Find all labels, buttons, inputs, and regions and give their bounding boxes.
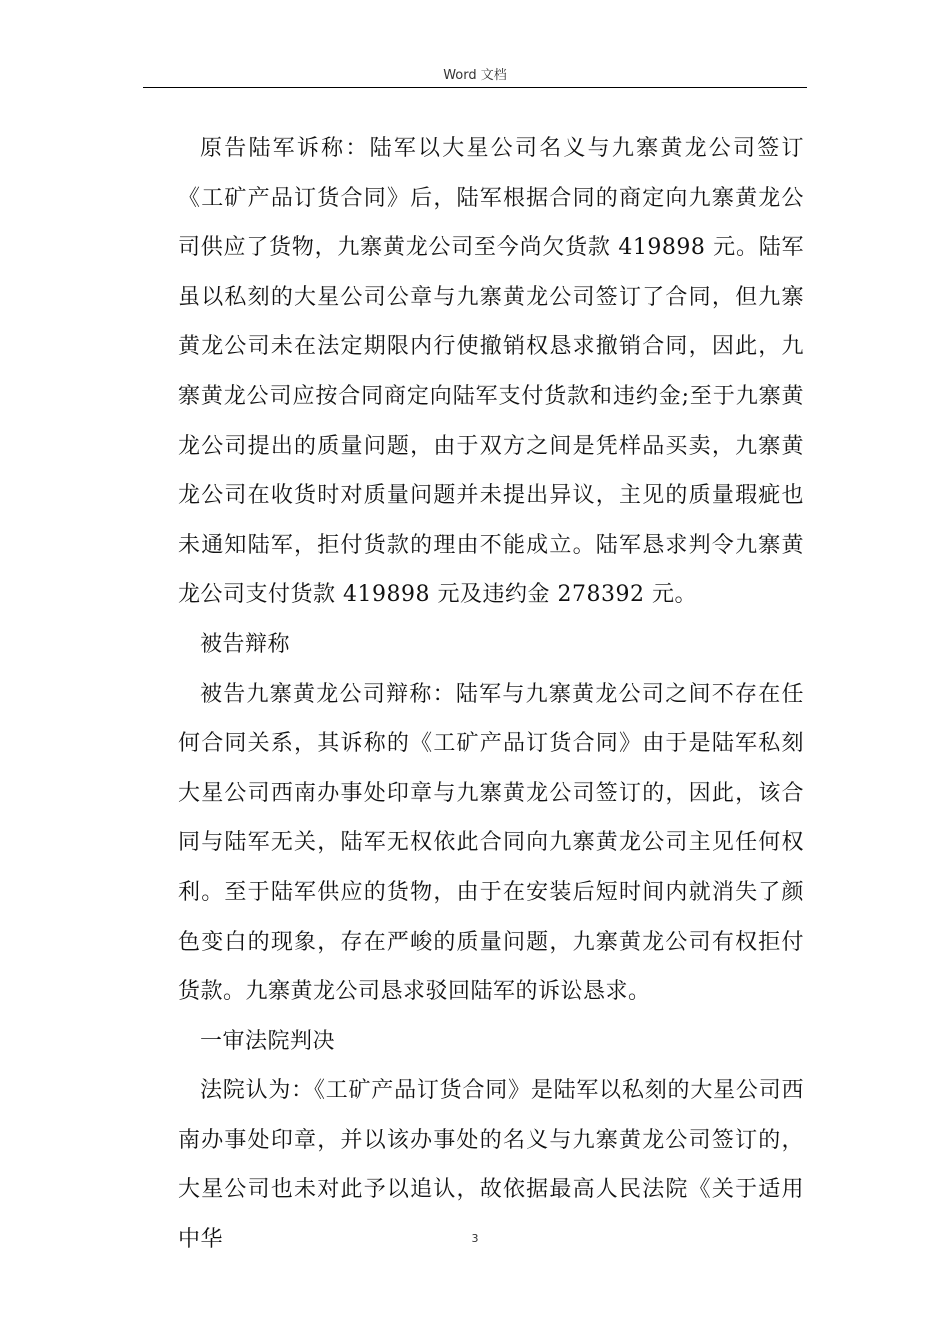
paragraph-plaintiff-claim: 原告陆军诉称：陆军以大星公司名义与九寨黄龙公司签订《工矿产品订货合同》后，陆军根据合同的商定向九寨黄龙公司供应了货物，九寨黄龙公司至今尚欠货款 419898 元。陆军虽以私刻的大星公司公章与九寨黄龙公司签订了合同，但九寨黄龙公司未在法定期限内行使撤销权恳求撤销合同，因此，九寨黄龙公司应按合同商定向陆军支付货款和违约金;至于九寨黄龙公司提出的质量问题，由于双方之间是凭样品买卖，九寨黄龙公司在收货时对质量问题并未提出异议，主见的质量瑕疵也未通知陆军，拒付货款的理由不能成立。陆军恳求判令九寨黄龙公司支付货款 419898 元及违约金 278392 元。 [178,136,804,608]
page-number: 3 [471,1232,479,1245]
heading-first-instance-judgment: 一审法院判决 [200,1028,336,1054]
paragraph-court-opinion: 法院认为：《工矿产品订货合同》是陆军以私刻的大星公司西南办事处印章，并以该办事处的名义与九寨黄龙公司签订的，大星公司也未对此予以追认，故依据最高人民法院《关于适用中华 [178,1078,804,1253]
header-divider [143,87,807,88]
page-header: Word 文档 [443,68,507,83]
paragraph-defendant-defense: 被告九寨黄龙公司辩称：陆军与九寨黄龙公司之间不存在任何合同关系，其诉称的《工矿产品订货合同》由于是陆军私刻大星公司西南办事处印章与九寨黄龙公司签订的，因此，该合同与陆军无关，陆军无权依此合同向九寨黄龙公司主见任何权利。至于陆军供应的货物，由于在安装后短时间内就消失了颜色变白的现象，存在严峻的质量问题，九寨黄龙公司有权拒付货款。九寨黄龙公司恳求驳回陆军的诉讼恳求。 [178,681,804,1005]
document-body [178,124,804,1265]
heading-defendant-defense: 被告辩称 [200,631,291,657]
